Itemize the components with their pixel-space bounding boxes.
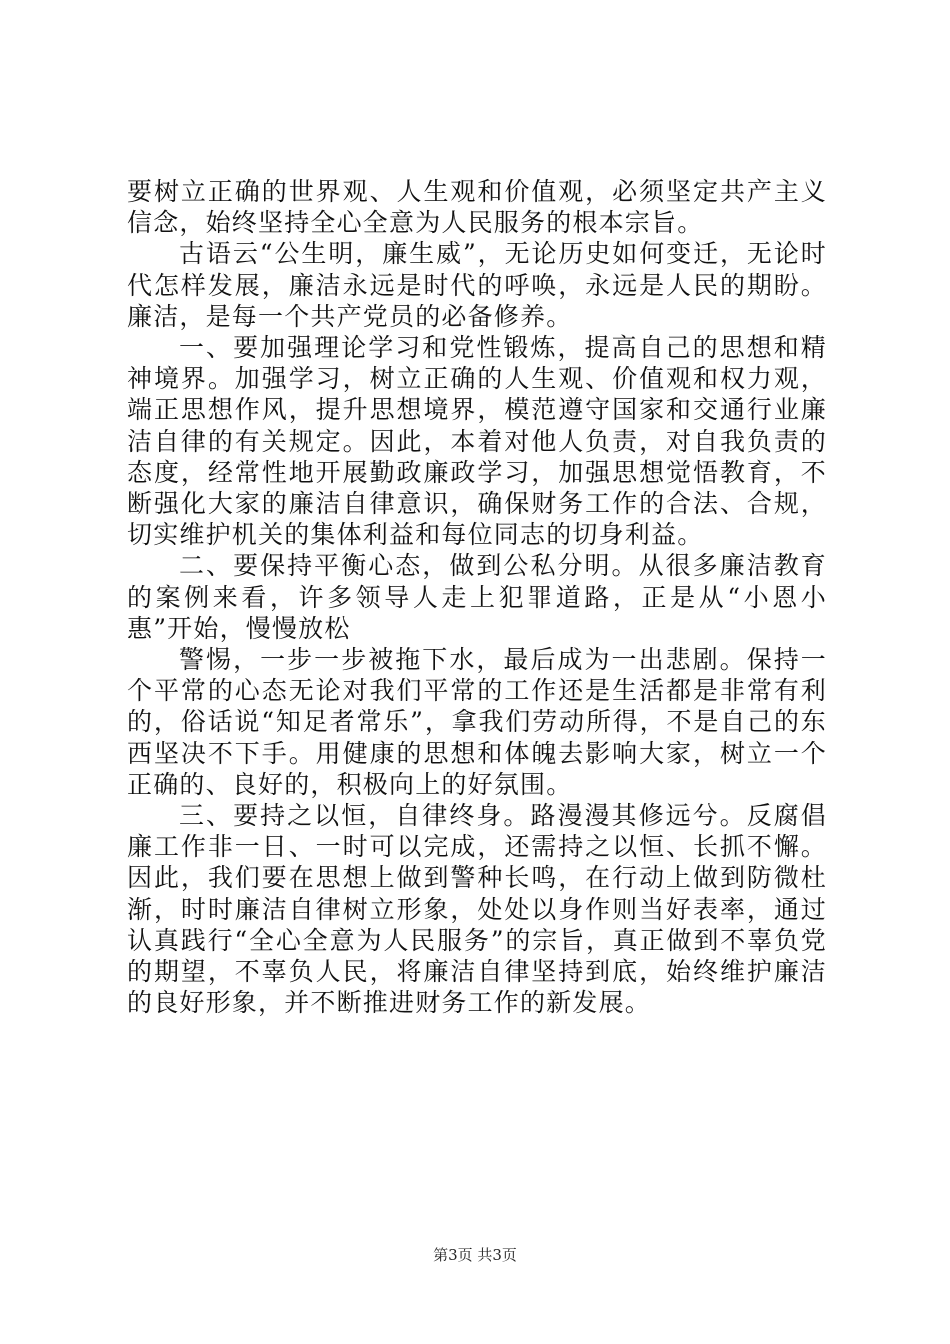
paragraph-2: 古语云“公生明，廉生威”，无论历史如何变迁，无论时代怎样发展，廉洁永远是时代的呼唤，永远是人民的期盼。廉洁，是每一个共产党员的必备修养。 (127, 239, 827, 331)
paragraph-6: 三、要持之以恒，自律终身。路漫漫其修远兮。反腐倡廉工作非一日、一时可以完成，还需持之以恒、长抓不懈。因此，我们要在思想上做到警种长鸣，在行动上做到防微杜渐，时时廉洁自律树立形象，处处以身作则当好表率，通过认真践行“全心全意为人民服务”的宗旨，真正做到不辜负党的期望，不辜负人民，将廉洁自律坚持到底，始终维护廉洁的良好形象，并不断推进财务工作的新发展。 (127, 801, 827, 1018)
paragraph-5: 警惕，一步一步被拖下水，最后成为一出悲剧。保持一个平常的心态无论对我们平常的工作还是生活都是非常有利的，俗话说“知足者常乐”，拿我们劳动所得，不是自己的东西坚决不下手。用健康的思想和体魄去影响大家，树立一个正确的、良好的，积极向上的好氛围。 (127, 645, 827, 799)
paragraph-4: 二、要保持平衡心态，做到公私分明。从很多廉洁教育的案例来看，许多领导人走上犯罪道路，正是从“小恩小惠”开始，慢慢放松 (127, 551, 827, 643)
document-body (127, 176, 827, 1018)
paragraph-3: 一、要加强理论学习和党性锻炼，提高自己的思想和精神境界。加强学习，树立正确的人生观、价值观和权力观，端正思想作风，提升思想境界，模范遵守国家和交通行业廉洁自律的有关规定。因此，本着对他人负责，对自我负责的态度，经常性地开展勤政廉政学习，加强思想觉悟教育，不断强化大家的廉洁自律意识，确保财务工作的合法、合规，切实维护机关的集体利益和每位同志的切身利益。 (127, 333, 827, 550)
paragraph-1: 要树立正确的世界观、人生观和价值观，必须坚定共产主义信念，始终坚持全心全意为人民服务的根本宗旨。 (127, 177, 827, 238)
page-footer: 第3页 共3页 (433, 1246, 517, 1264)
